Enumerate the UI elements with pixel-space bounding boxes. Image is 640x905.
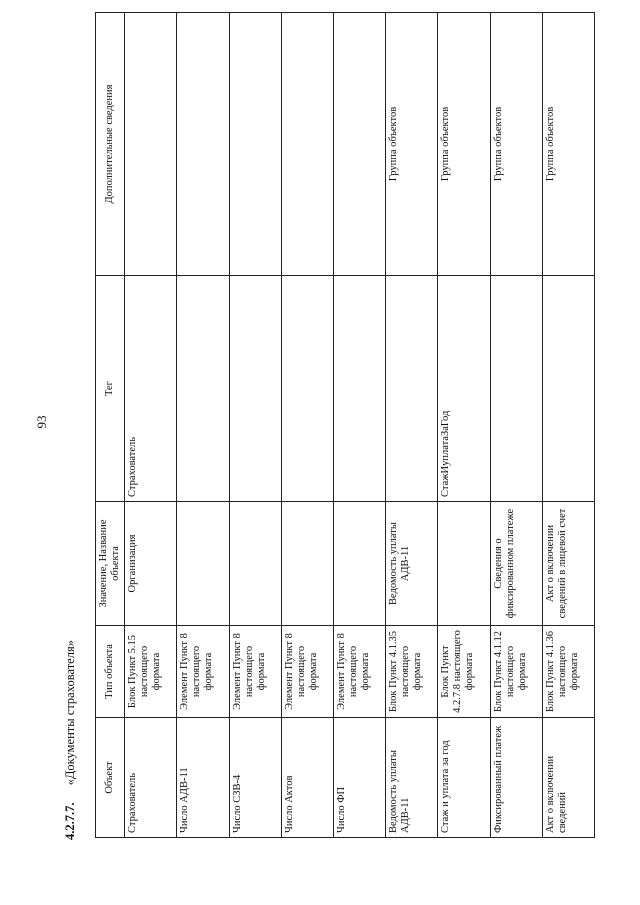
cell-value: Организация — [125, 502, 177, 626]
cell-tag — [386, 276, 438, 502]
cell-info — [333, 13, 385, 276]
cell-type: Элемент Пункт 8 настоящего формата — [177, 626, 229, 718]
section-number: 4.2.7.7. — [63, 802, 77, 840]
table-row — [177, 13, 229, 838]
cell-value — [333, 502, 385, 626]
cell-object: Число АДВ-11 — [177, 718, 229, 838]
table-row — [281, 13, 333, 838]
header-info: Дополнительные сведения — [96, 13, 125, 276]
cell-type: Блок Пункт 4.2.7.8 настоящего формата — [438, 626, 490, 718]
cell-object: Число ФП — [333, 718, 385, 838]
cell-info: Группа объектов — [490, 13, 542, 276]
cell-tag: Страхователь — [125, 276, 177, 502]
cell-type: Элемент Пункт 8 настоящего формата — [229, 626, 281, 718]
section-title: «Документы страхователя» — [63, 640, 77, 786]
cell-type: Блок Пункт 4.1.12 настоящего формата — [490, 626, 542, 718]
page-number: 93 — [34, 415, 49, 429]
cell-value: Акт о включении сведений в лицевой счет — [542, 502, 594, 626]
table-row — [490, 13, 542, 838]
header-type: Тип объекта — [96, 626, 125, 718]
cell-type: Элемент Пункт 8 настоящего формата — [333, 626, 385, 718]
documents-table — [95, 12, 595, 838]
cell-info — [125, 13, 177, 276]
cell-object: Фиксированный платеж — [490, 718, 542, 838]
cell-object: Страхователь — [125, 718, 177, 838]
table-header-row — [96, 13, 125, 838]
cell-value — [229, 502, 281, 626]
table-row — [333, 13, 385, 838]
table-row — [386, 13, 438, 838]
cell-tag: СтажИуплатаЗаГод — [438, 276, 490, 502]
cell-object: Число Актов — [281, 718, 333, 838]
cell-type: Блок Пункт 5.15 настоящего формата — [125, 626, 177, 718]
header-object: Объект — [96, 718, 125, 838]
cell-value: Ведомость уплаты АДВ-11 — [386, 502, 438, 626]
cell-object: Стаж и уплата за год — [438, 718, 490, 838]
cell-info — [281, 13, 333, 276]
cell-info — [177, 13, 229, 276]
header-value: Значение, Название объекта — [96, 502, 125, 626]
cell-type: Блок Пункт 4.1.35 настоящего формата — [386, 626, 438, 718]
cell-value — [438, 502, 490, 626]
cell-value: Сведения о фиксированном платеже — [490, 502, 542, 626]
table-row — [229, 13, 281, 838]
cell-object: Число СЗВ-4 — [229, 718, 281, 838]
cell-value — [281, 502, 333, 626]
section-heading — [62, 620, 82, 840]
cell-info: Группа объектов — [386, 13, 438, 276]
cell-info: Группа объектов — [542, 13, 594, 276]
cell-object: Ведомость уплаты АДВ-11 — [386, 718, 438, 838]
table-row — [438, 13, 490, 838]
cell-tag — [490, 276, 542, 502]
cell-value — [177, 502, 229, 626]
rotated-table-frame — [95, 13, 595, 838]
cell-tag — [542, 276, 594, 502]
table-row — [125, 13, 177, 838]
cell-info — [229, 13, 281, 276]
cell-tag — [281, 276, 333, 502]
cell-tag — [177, 276, 229, 502]
cell-type: Блок Пункт 4.1.36 настоящего формата — [542, 626, 594, 718]
table-row — [542, 13, 594, 838]
cell-object: Акт о включении сведений — [542, 718, 594, 838]
cell-info: Группа объектов — [438, 13, 490, 276]
cell-tag — [229, 276, 281, 502]
cell-tag — [333, 276, 385, 502]
cell-type: Элемент Пункт 8 настоящего формата — [281, 626, 333, 718]
header-tag: Тег — [96, 276, 125, 502]
